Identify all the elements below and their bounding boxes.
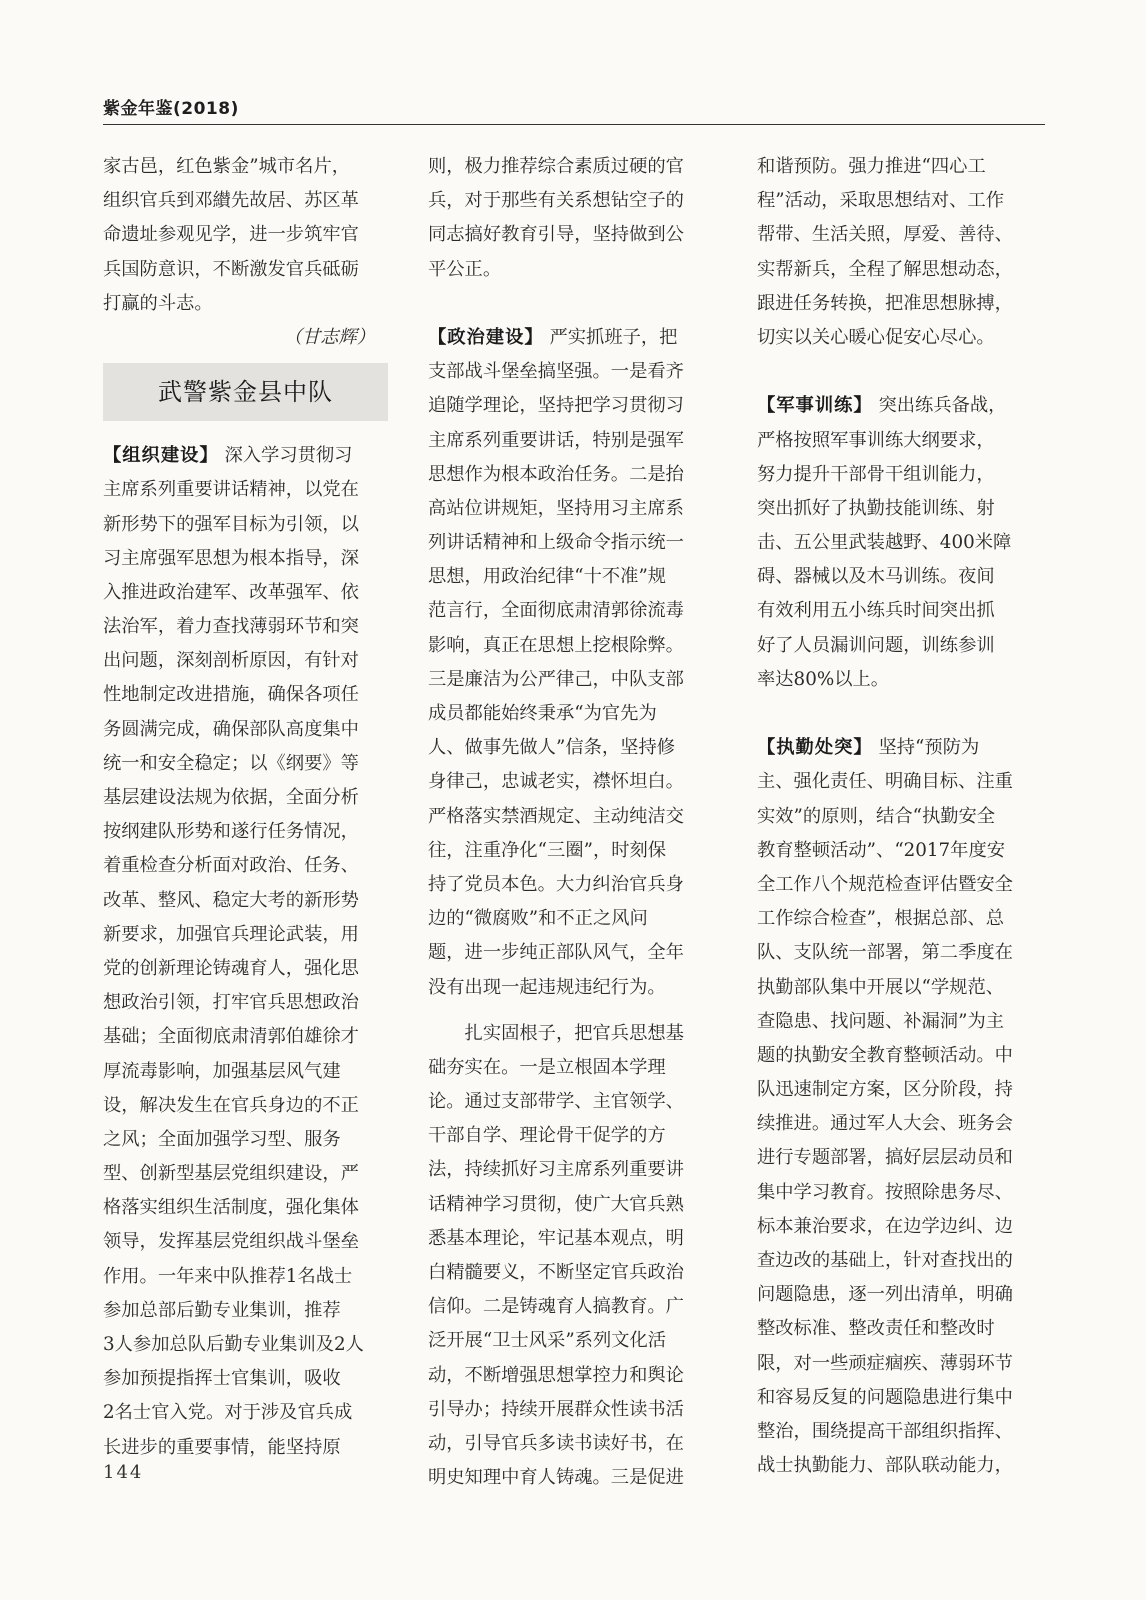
text-line: 务圆满完成，确保部队高度集中 [103,718,359,740]
text-line: 和谐预防。强力推进“四心工 [757,156,986,177]
text-line: 改革、整风、稳定大考的新形势 [103,889,359,911]
text-line: 础夯实在。一是立根固本学理 [428,1056,666,1078]
text-line: 实帮新兵，全程了解思想动态， [757,258,1013,280]
text-line: 法治军，着力查找薄弱环节和突 [103,616,359,638]
text-line: 率达80%以上。 [757,668,890,690]
text-line: 兵国防意识，不断激发官兵砥砺 [103,258,359,280]
text-line: 教育整顿活动”、“2017年度安 [757,839,1006,861]
text-line: 集中学习教育。按照除患务尽、 [757,1181,1013,1203]
text-line: 厚流毒影响，加强基层风气建 [103,1060,341,1082]
text-line: 党的创新理论铸魂育人，强化思 [103,957,359,979]
column-1 [103,150,385,1465]
text-line: 参加预提指挥士官集训，吸收 [103,1368,341,1390]
section-tag-politics: 【政治建设】 [428,326,544,348]
text-line: 基层建设法规为依据，全面分析 [103,787,359,808]
text-line: 动，不断增强思想掌控力和舆论 [428,1364,684,1386]
text-line: 有效利用五小练兵时间突出抓 [757,600,995,622]
text-line: 打赢的斗志。 [103,292,213,314]
header-rule [103,124,1045,125]
text-line: 悉基本理论，牢记基本观点，明 [428,1227,684,1249]
text-line: 论。通过支部带学、主官领学、 [428,1091,684,1113]
text-line: 同志搞好教育引导，坚持做到公 [428,224,684,246]
author-credit: （甘志辉） [283,326,375,348]
text-line: 题的执勤安全教育整顿活动。中 [757,1044,1013,1066]
text-line: 击、五公里武装越野、400米障 [757,532,1012,554]
text-line: 努力提升干部骨干组训能力， [757,463,995,485]
section-title: 武警紫金县中队 [103,363,388,421]
text-line: 三是廉洁为公严律己，中队支部 [428,668,684,690]
text-line: 3人参加总队后勤专业集训及2人 [103,1334,364,1355]
text-line: 主席系列重要讲话，特别是强军 [428,429,684,451]
text-line: 按纲建队形势和遂行任务情况， [103,821,359,843]
text-line: 法，持续抓好习主席系列重要讲 [428,1159,684,1181]
text-line: 跟进任务转换，把准思想脉搏， [757,292,1013,314]
text-line: 性地制定改进措施，确保各项任 [103,684,359,706]
section-tag-military: 【军事训练】 [757,395,873,417]
paragraph-first-line [428,321,716,355]
text-line: 动，引导官兵多读书读好书，在 [428,1432,684,1454]
text-line: 队、支队统一部署，第二季度在 [757,942,1013,964]
running-title: 紫金年鉴(2018) [103,99,239,119]
text-line: 边的“微腐败”和不正之风问 [428,908,648,930]
text-line: 成员都能始终秉承“为官先为 [428,703,657,724]
text-line: 程”活动，采取思想结对、工作 [757,190,1005,212]
paragraph-gap [757,697,1049,731]
text-line: 领导，发挥基层党组织战斗堡垒 [103,1231,359,1253]
text-line: 查隐患、找问题、补漏洞”为主 [757,1010,1005,1032]
text-line: 明史知理中育人铸魂。三是促进 [428,1467,684,1489]
text-line: 组织官兵到邓纉先故居、苏区革 [103,190,359,212]
text-line: 限，对一些顽症痼疾、薄弱环节 [757,1352,1013,1374]
text-line: 队迅速制定方案，区分阶段，持 [757,1079,1013,1101]
text-line: 题，进一步纯正部队风气，全年 [428,942,684,964]
text-line: 型、创新型基层党组织建设，严 [103,1163,359,1185]
text-line: 信仰。二是铸魂育人搞教育。广 [428,1296,684,1318]
text-line: 主席系列重要讲话精神，以党在 [103,479,359,501]
column-3 [757,150,1049,1483]
text-span: 突出练兵备战， [872,395,1007,417]
text-line: 思想作为根本政治任务。二是抬 [428,463,684,485]
paragraph-gap [757,355,1049,389]
text-line: 2名士官入党。对于涉及官兵成 [103,1402,353,1424]
text-span: 坚持“预防为 [872,737,980,759]
text-line: 兵，对于那些有关系想钻空子的 [428,190,684,212]
text-line: 想政治引领，打牢官兵思想政治 [103,992,359,1014]
text-line: 好了人员漏训问题，训练参训 [757,634,995,656]
text-line: 主、强化责任、明确目标、注重 [757,771,1013,793]
text-line: 支部战斗堡垒搞坚强。一是看齐 [428,361,684,383]
text-line: 出问题，深刻剖析原因，有针对 [103,650,359,672]
text-line: 干部自学、理论骨干促学的方 [428,1125,666,1147]
text-line: 切实以关心暖心促安心尽心。 [757,326,995,348]
text-line: 统一和安全稳定；以《纲要》等 [103,752,359,774]
text-line: 帮带、生活关照，厚爱、善待、 [757,224,1013,246]
text-line: 战士执勤能力、部队联动能力， [757,1455,1013,1477]
column-2 [428,150,716,1495]
text-line: 作用。一年来中队推荐1名战士 [103,1265,353,1287]
text-line: 范言行，全面彻底肃清郭徐流毒 [428,600,684,622]
text-line: 话精神学习贯彻，使广大官兵熟 [428,1193,684,1215]
text-line: 标本兼治要求，在边学边纠、边 [757,1215,1013,1237]
text-span: 严实抓班子，把 [543,326,678,348]
text-line: 追随学理论，坚持把学习贯彻习 [428,395,684,417]
text-line: 基础；全面彻底肃清郭伯雄徐才 [103,1026,359,1048]
paragraph-first-line [757,389,1049,423]
text-line: 工作综合检查”，根据总部、总 [757,908,1005,930]
text-line: 引导办；持续开展群众性读书活 [428,1398,684,1420]
text-line: 高站位讲规矩，坚持用习主席系 [428,497,684,519]
text-line: 泛开展“卫士风采”系列文化活 [428,1330,667,1352]
text-line: 碍、器械以及木马训练。夜间 [757,566,995,588]
text-line: 持了党员本色。大力纠治官兵身 [428,873,684,895]
text-line: 列讲话精神和上级命令指示统一 [428,532,684,554]
text-line: 长进步的重要事情，能坚持原 [103,1436,341,1458]
text-line: 身律己，忠诚老实，襟怀坦白。 [428,771,684,793]
text-line: 新形势下的强军目标为引领，以 [103,513,359,535]
text-line: 整治，围绕提高干部组织指挥、 [757,1420,1013,1442]
text-line: 之风；全面加强学习型、服务 [103,1128,341,1150]
text-line: 全工作八个规范检查评估暨安全 [757,873,1013,895]
text-line: 执勤部队集中开展以“学规范、 [757,976,1005,998]
text-line: 设，解决发生在官兵身边的不正 [103,1094,359,1116]
text-line: 新要求，加强官兵理论武装，用 [103,923,359,945]
text-line: 突出抓好了执勤技能训练、射 [757,497,995,519]
text-line: 实效”的原则，结合“执勤安全 [757,805,996,827]
text-line: 白精髓要义，不断坚定官兵政治 [428,1262,684,1283]
text-line: 思想，用政治纪律“十不准”规 [428,566,667,588]
text-line: 整改标准、整改责任和整改时 [757,1318,995,1340]
paragraph-gap [428,287,716,321]
text-line: 进行专题部署，搞好层层动员和 [757,1147,1013,1169]
section-tag-duty: 【执勤处突】 [757,737,873,759]
text-line: 人、做事先做人”信条，坚持修 [428,737,676,759]
paragraph-first-line [757,731,1049,765]
text-line: 则，极力推荐综合素质过硬的官 [428,156,684,177]
text-line: 习主席强军思想为根本指导，深 [103,547,359,569]
text-line: 影响，真正在思想上挖根除弊。 [428,634,684,656]
text-line: 格落实组织生活制度，强化集体 [103,1197,359,1219]
text-line: 查边改的基础上，针对查找出的 [757,1250,1013,1271]
section-tag-org: 【组织建设】 [103,445,219,467]
text-line: 和容易反复的问题隐患进行集中 [757,1386,1013,1408]
text-line: 续推进。通过军人大会、班务会 [757,1113,1013,1135]
text-line: 问题隐患，逐一列出清单，明确 [757,1284,1013,1306]
paragraph-first-line [103,439,385,473]
text-line: 家古邑，红色紫金”城市名片， [103,156,351,177]
text-line: 扎实固根子，把官兵思想基 [428,1022,684,1044]
text-line: 入推进政治建军、改革强军、依 [103,581,359,603]
text-line: 参加总部后勤专业集训，推荐 [103,1299,341,1321]
text-line: 没有出现一起违规违纪行为。 [428,976,666,998]
text-line: 严格落实禁酒规定、主动纯洁交 [428,805,684,827]
paragraph-gap [428,1005,716,1017]
text-line: 着重检查分析面对政治、任务、 [103,855,359,877]
text-line: 命遗址参观见学，进一步筑牢官 [103,224,359,246]
page-number: 144 [103,1462,144,1483]
text-line: 严格按照军事训练大纲要求， [757,429,995,451]
text-line: 往，注重净化“三圈”，时刻保 [428,839,667,861]
text-span: 深入学习贯彻习 [218,445,353,467]
text-line: 平公正。 [428,258,502,280]
